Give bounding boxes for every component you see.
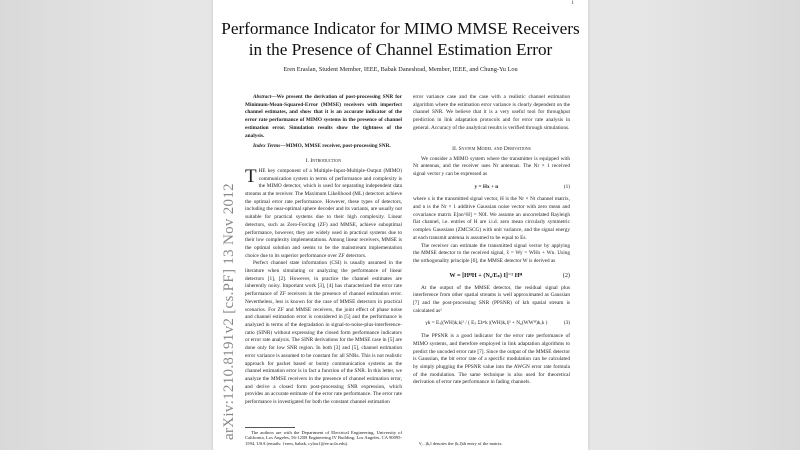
left-column-body <box>245 94 402 407</box>
footnote-matrix: ¹(...)k,l denotes the (k,l)th entry of the matrix. <box>419 440 503 446</box>
index-terms-label: Index Terms <box>253 143 281 150</box>
right-column-body <box>413 94 570 387</box>
section-heading-system-model: II. System Model and Derivations <box>452 145 531 152</box>
footnote-rule <box>245 427 295 428</box>
intro-text-1: HE key component of a Multiple-Input-Multiple-Output (MIMO) communication system in terms of performance and complexity is the MIMO detector, which is used for separating independent data streams at the receiver. The Maximum Likelihood (ML) detectors achieve the optimal error rate performance. However, these types of detectors, including the near-optimal sphere decoder and its variants, are usually not suitable for practical systems due to their high complexity. Linear detectors, such as Zero-Forcing (ZF) and MMSE, achieve suboptimal performance, however, they are widely used in practical systems due to their low complexity implementations. Among linear receivers, MMSE is the optimal solution and seems to be the mainstream implementation choice due to its superior performance over ZF detectors. <box>245 167 402 259</box>
section-heading-introduction: I. Introduction <box>305 157 342 164</box>
equation-3-number: (3) <box>563 320 570 327</box>
equation-2-number: (2) <box>562 271 570 279</box>
equation-1-body: y = Hx + n <box>474 183 499 190</box>
equation-2-body: W = [HᴴH + (N₀/Eₛ) I]⁻¹ Hᴴ <box>449 271 523 279</box>
index-terms-text: —MIMO, MMSE receiver, post-processing SNR. <box>280 143 391 150</box>
equation-3-body: γk = Eₛ|(WH)k,k|² / ( Eₛ Σl≠k |(WH)k,l|² + N₀(WWᴴ)k,k ) <box>425 320 548 327</box>
abstract-label: Abstract <box>253 94 272 100</box>
equation-2 <box>413 271 570 280</box>
page-number: 1 <box>571 1 574 6</box>
title-line-1: Performance Indicator for MIMO MMSE Receivers <box>221 19 580 38</box>
footnote-area <box>245 423 402 446</box>
intro-paragraph-1 <box>245 165 402 260</box>
footnote-area-right <box>413 437 570 446</box>
equation-1 <box>413 184 570 192</box>
system-paragraph-2: where x is the transmitted signal vector, H is the Nr × Nt channel matrix, and n is the Nr × 1 additive Gaussian noise vector with zero mean and covariance matrix E[nn^H] = N0I. We assume an uncorrelated Rayleigh flat channel, i.e. entries of H are i.i.d. zero mean circularly symmetric complex Gaussians (ZMCSCG) with unit variance, and the signal energy at each transmit antenna is assumed to be equal to Es. <box>413 196 570 241</box>
system-paragraph-1: We consider a MIMO system where the transmitter is equipped with Nt antennas, and the receiver uses Nr antennas. The Nr × 1 received signal vector y can be expressed as <box>413 155 570 177</box>
drop-cap: T <box>245 165 257 187</box>
footnote-authors: The authors are with the Department of Electrical Engineering, University of California, Los Angeles, 56-125B Engineering IV Building, Los Angeles, CA 90095-1594, USA (emails: {eren, babak, cylou}@ee.ucla.edu). <box>245 429 402 446</box>
system-paragraph-5: The PPSNR is a good indicator for the error rate performance of MIMO systems, and therefore employed in link adaptation algorithms to predict the uncoded error rate [7]. Since the output of the MMSE detector is Gaussian, the bit error rate of a specific modulation can be calculated by simply plugging the PPSNR value into the AWGN error rate formula of the modulation. The same technique is also used for theoretical derivation of error rate performance in fading channels. <box>413 333 570 386</box>
paper-page <box>213 0 588 450</box>
equation-3 <box>413 320 570 328</box>
intro-paragraph-2: Perfect channel state information (CSI) is usually assumed in the literature when simulating or analyzing the performance of linear detectors [1], [2]. However, in practice the channel estimates are inherently noisy. Important work [3], [4] has characterized the error rate performance of ZF receivers in the presence of channel estimation error. Nevertheless, less is known for the case of MMSE detectors in practical scenarios. For ZF and MMSE receivers, the joint effect of phase noise and channel estimation error is considered in [5] and the performance is analyzed in terms of the degradation in signal-to-noise-plus-interference-ratio (SINR) without expressing the closed form performance indicators or error rate analysis. The SINR derivations for the MMSE case in [5] are done only for low SNR region. In both [3] and [5], channel estimation error variance is assumed to be constant for all SNRs. This is not realistic approach for packet based or bursty communication systems as the channel estimation error is in fact a function of the SNR. In this letter, we analyze the MMSE receivers in the presence of channel estimation error, and derive a closed form post-processing SNR expression, which provides an accurate estimate of the error rate performance. The error rate performance is investigated for both the constant channel estimation <box>245 260 402 406</box>
title-line-2: in the Presence of Channel Estimation Error <box>248 40 553 59</box>
index-terms <box>245 143 402 151</box>
system-paragraph-4: At the output of the MMSE detector, the residual signal plus interference from other spatial streams is well approximated as Gaussian [7] and the post-processing SNR (PPSNR) of kth spatial stream is calculated as¹ <box>413 284 570 314</box>
left-column <box>245 94 402 446</box>
right-column <box>413 94 570 446</box>
equation-1-number: (1) <box>563 183 570 190</box>
abstract-continued: error variance case and the case with a realistic channel estimation algorithm where the estimation error variance is clearly dependent on the channel SNR. We believe that it is a very useful tool for throughput prediction in link adaptation protocols and for error rate analysis in general. Accuracy of the analytical results is verified through simulations. <box>413 94 570 131</box>
paper-title <box>213 18 588 60</box>
authors: Eren Eraslan, Student Member, IEEE, Babak Daneshrad, Member, IEEE, and Chung-Yu Lou <box>283 66 518 73</box>
abstract-text: —We present the derivation of post-processing SNR for Minimum-Mean-Squared-Error (MMSE) receivers with imperfect channel estimates, and show that it is an accurate indicator of the error rate performance of MIMO systems in the presence of channel estimation error. Simulation results show the tightness of the analysis. <box>245 94 402 139</box>
abstract <box>245 94 402 140</box>
system-paragraph-3: The receiver can estimate the transmitted signal vector by applying the MMSE detector to the received signal, x̂ = Wy = WHx + Wn. Using the orthogonality principle [6], the MMSE detector W is derived as <box>413 242 570 264</box>
arxiv-stamp: arXiv:1210.8191v2 [cs.PF] 13 Nov 2012 <box>221 183 237 440</box>
